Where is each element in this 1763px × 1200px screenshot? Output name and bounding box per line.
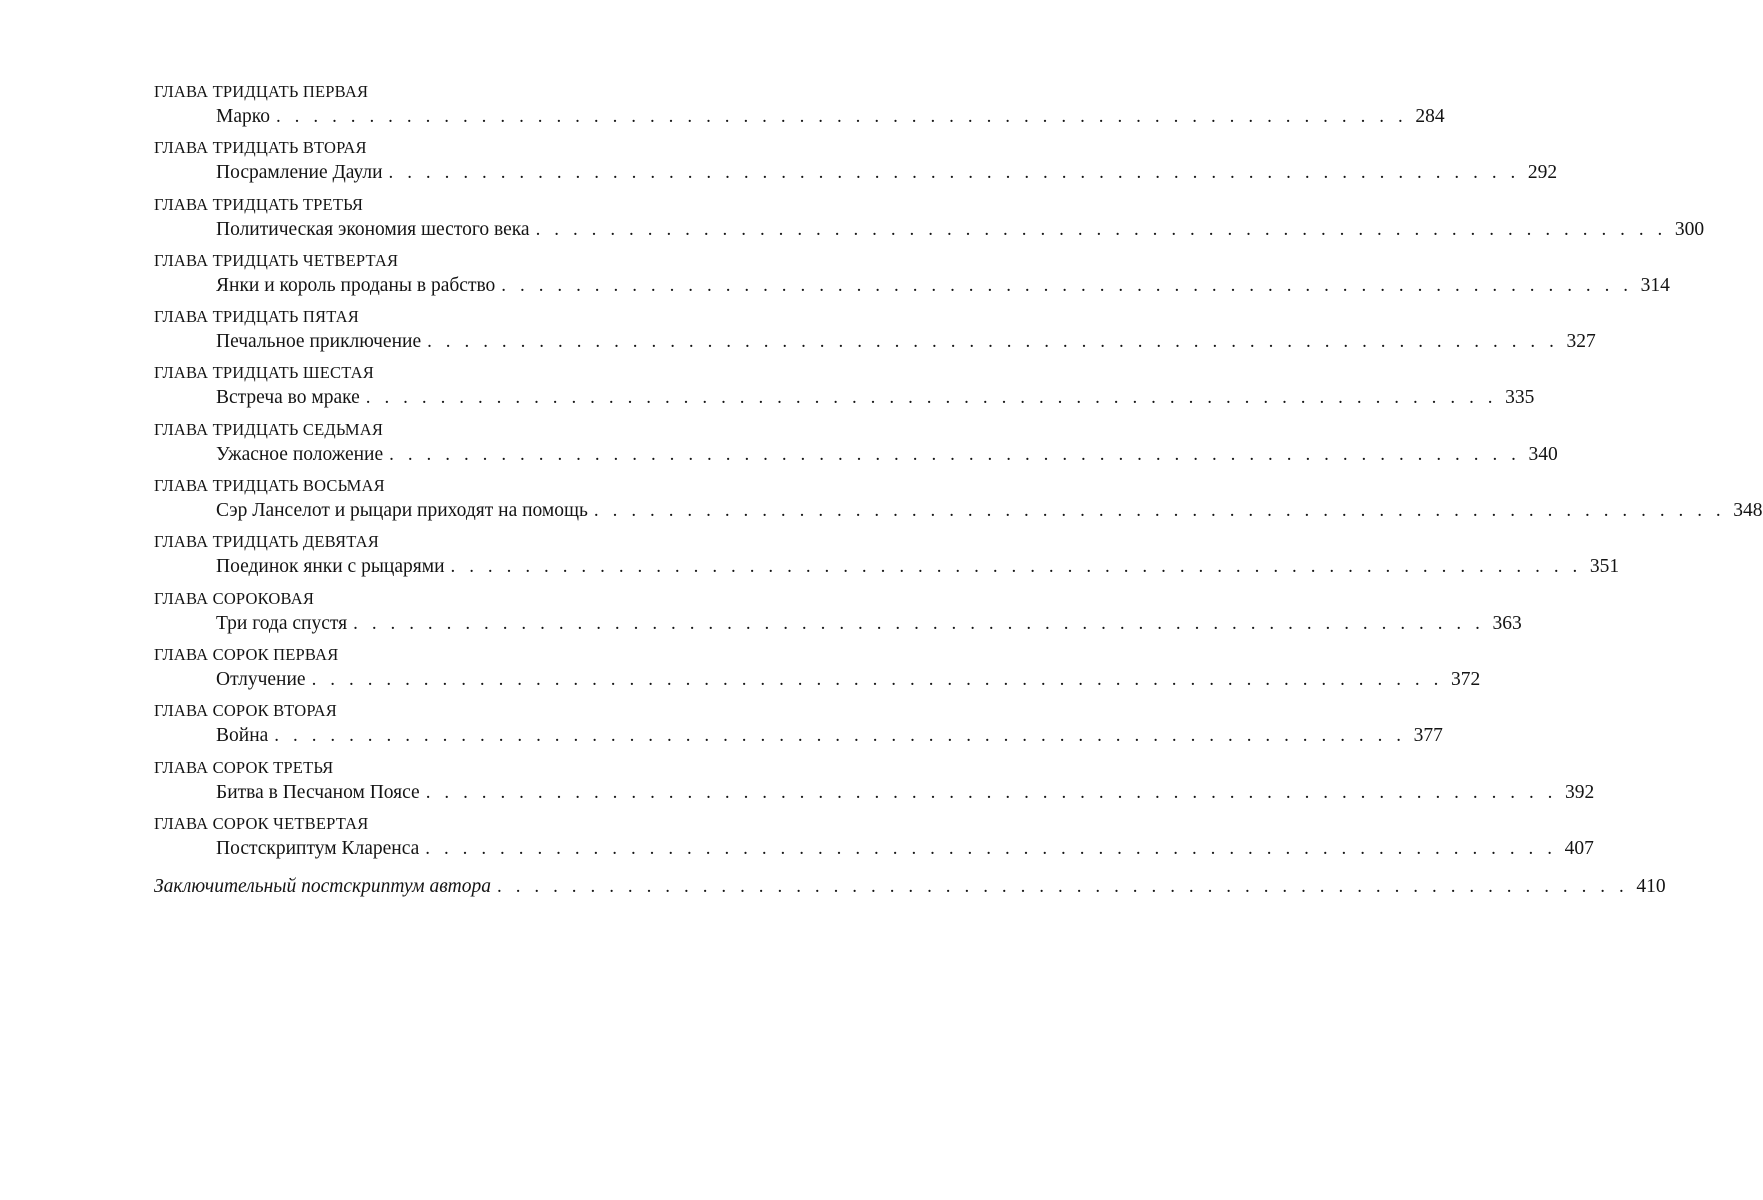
chapter-heading: ГЛАВА ТРИДЦАТЬ ДЕВЯТАЯ	[154, 532, 379, 552]
chapter-heading: ГЛАВА СОРОК ЧЕТВЕРТАЯ	[154, 813, 369, 833]
chapter-title-line	[216, 611, 1522, 637]
toc-entry-31	[154, 82, 1445, 138]
dot-leader: . . . . . . . . . . . . . . . . . . . . . . . . . . . . . . . . . . . . . . . . . . . . . . . . . . . . . . . . . . . . .	[388, 162, 1520, 184]
chapter-title: Янки и король проданы в рабство	[216, 274, 496, 296]
chapter-title-line	[216, 498, 1763, 524]
chapter-title: Печальное приключение	[216, 331, 422, 353]
dot-leader: . . . . . . . . . . . . . . . . . . . . . . . . . . . . . . . . . . . . . . . . . . . . . . . . . . . . . . . . . . . . .	[389, 443, 1521, 465]
chapter-title-line	[216, 273, 1670, 299]
chapter-title: Сэр Ланселот и рыцари приходят на помощь	[216, 500, 588, 522]
chapter-title-line	[216, 104, 1445, 130]
dot-leader: . . . . . . . . . . . . . . . . . . . . . . . . . . . . . . . . . . . . . . . . . . . . . . . . . . . . . . . . . . . . .	[425, 781, 1558, 803]
dot-leader: . . . . . . . . . . . . . . . . . . . . . . . . . . . . . . . . . . . . . . . . . . . . . . . . . . . . . . . . . . . . .	[535, 218, 1667, 240]
toc-entry-43	[154, 757, 1595, 814]
toc-entry-39	[154, 532, 1620, 588]
dot-leader: . . . . . . . . . . . . . . . . . . . . . . . . . . . . . . . . . . . . . . . . . . . . . . . . . . . . . . . . . . . . .	[274, 725, 1406, 747]
page-number: 284	[1415, 106, 1445, 127]
toc-entry-34	[154, 250, 1670, 307]
chapter-heading: ГЛАВА ТРИДЦАТЬ ПЕРВАЯ	[154, 82, 369, 101]
page-number: 300	[1674, 218, 1705, 240]
page-number: 372	[1450, 668, 1481, 690]
chapter-heading: ГЛАВА ТРИДЦАТЬ ШЕСТАЯ	[154, 363, 375, 383]
table-of-contents	[154, 82, 1763, 897]
chapter-title: Посрамление Даули	[216, 162, 383, 184]
chapter-title: Битва в Песчаном Поясе	[216, 781, 420, 803]
dot-leader: . . . . . . . . . . . . . . . . . . . . . . . . . . . . . . . . . . . . . . . . . . . . . . . . . . . . . . . . . . . . .	[311, 668, 1443, 690]
chapter-title-line	[216, 442, 1558, 468]
chapter-title: Война	[216, 725, 269, 747]
toc-entry-32	[154, 138, 1558, 194]
chapter-title-line	[216, 780, 1595, 806]
toc-entry-35	[154, 307, 1596, 363]
page-number: 351	[1589, 556, 1620, 578]
dot-leader: . . . . . . . . . . . . . . . . . . . . . . . . . . . . . . . . . . . . . . . . . . . . . . . . . . . . . . . . . . . . .	[365, 387, 1498, 409]
dot-leader: . . . . . . . . . . . . . . . . . . . . . . . . . . . . . . . . . . . . . . . . . . . . . . . . . . . . . . . . . . . . .	[501, 274, 1633, 296]
page-number: 410	[1636, 876, 1666, 897]
page-number: 377	[1413, 725, 1443, 747]
toc-entry-36	[154, 363, 1535, 419]
dot-leader: . . . . . . . . . . . . . . . . . . . . . . . . . . . . . . . . . . . . . . . . . . . . . . . . . . . . . . . . . . . . .	[593, 500, 1726, 522]
chapter-heading: ГЛАВА СОРОК ВТОРАЯ	[154, 701, 337, 721]
page-number: 327	[1566, 331, 1596, 353]
page-number: 363	[1492, 612, 1522, 634]
chapter-title-line	[216, 554, 1620, 580]
chapter-title-line	[216, 385, 1535, 411]
chapter-heading: ГЛАВА ТРИДЦАТЬ ЧЕТВЕРТАЯ	[154, 250, 399, 270]
chapter-heading: ГЛАВА СОРОКОВАЯ	[154, 588, 315, 608]
dot-leader: . . . . . . . . . . . . . . . . . . . . . . . . . . . . . . . . . . . . . . . . . . . . . . . . . . . . . . . . . . . . .	[275, 106, 1408, 127]
dot-leader: . . . . . . . . . . . . . . . . . . . . . . . . . . . . . . . . . . . . . . . . . . . . . . . . . . . . . . . . . . . . .	[425, 837, 1557, 859]
chapter-title: Встреча во мраке	[216, 387, 360, 409]
page-number: 392	[1565, 781, 1595, 803]
toc-entry-33	[154, 194, 1705, 251]
chapter-heading: ГЛАВА ТРИДЦАТЬ СЕДЬМАЯ	[154, 419, 384, 439]
chapter-heading: ГЛАВА ТРИДЦАТЬ ВОСЬМАЯ	[154, 476, 385, 496]
chapter-heading: ГЛАВА СОРОК ПЕРВАЯ	[154, 644, 339, 664]
page-number: 348	[1733, 500, 1763, 522]
chapter-heading: ГЛАВА ТРИДЦАТЬ ТРЕТЬЯ	[154, 194, 364, 214]
toc-entry-41	[154, 644, 1481, 701]
chapter-title-line	[216, 160, 1558, 186]
page-number: 292	[1527, 162, 1558, 184]
toc-entry-37	[154, 419, 1558, 476]
toc-entry-44	[154, 813, 1594, 870]
chapter-title-line	[216, 329, 1596, 355]
chapter-title-line	[216, 667, 1481, 693]
toc-entry-38	[154, 476, 1763, 532]
chapter-heading: ГЛАВА ТРИДЦАТЬ ВТОРАЯ	[154, 138, 367, 158]
chapter-title: Ужасное положение	[216, 443, 384, 465]
chapter-title: Отлучение	[216, 668, 306, 690]
chapter-heading: ГЛАВА СОРОК ТРЕТЬЯ	[154, 757, 334, 777]
dot-leader: . . . . . . . . . . . . . . . . . . . . . . . . . . . . . . . . . . . . . . . . . . . . . . . . . . . . . . . . . . . . .	[450, 556, 1582, 578]
toc-entry-42	[154, 701, 1443, 757]
dot-leader: . . . . . . . . . . . . . . . . . . . . . . . . . . . . . . . . . . . . . . . . . . . . . . . . . . . . . . . . . . . . .	[497, 876, 1629, 897]
toc-entry-final-postscript	[154, 874, 1666, 900]
page-number: 335	[1505, 387, 1535, 409]
chapter-title-line	[216, 723, 1443, 749]
chapter-title: Политическая экономия шестого века	[216, 218, 530, 240]
dot-leader: . . . . . . . . . . . . . . . . . . . . . . . . . . . . . . . . . . . . . . . . . . . . . . . . . . . . . . . . . . . . .	[427, 331, 1559, 353]
page-number: 340	[1528, 443, 1558, 465]
chapter-title: Три года спустя	[216, 612, 348, 634]
page-number: 314	[1640, 274, 1670, 296]
page-number: 407	[1564, 837, 1594, 859]
toc-entry-40	[154, 588, 1522, 645]
chapter-title: Постскриптум Кларенса	[216, 837, 420, 859]
chapter-title: Поединок янки с рыцарями	[216, 556, 445, 578]
dot-leader: . . . . . . . . . . . . . . . . . . . . . . . . . . . . . . . . . . . . . . . . . . . . . . . . . . . . . . . . . . . . .	[353, 612, 1485, 634]
chapter-title: Марко	[216, 106, 270, 127]
final-postscript-title: Заключительный постскриптум автора	[154, 876, 491, 897]
chapter-heading: ГЛАВА ТРИДЦАТЬ ПЯТАЯ	[154, 307, 359, 327]
chapter-title-line	[216, 836, 1594, 862]
chapter-title-line	[216, 217, 1705, 243]
